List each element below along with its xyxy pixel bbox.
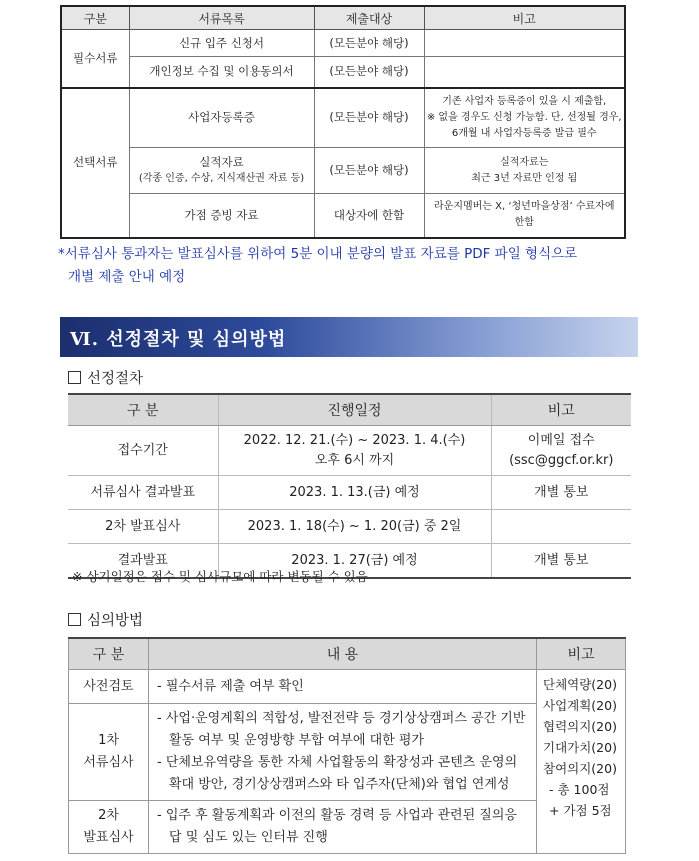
group-required: 필수서류 <box>61 30 129 88</box>
step-schedule: 2023. 1. 18(수) ~ 1. 20(금) 중 2일 <box>218 510 491 544</box>
procedure-heading: 선정절차 <box>68 367 143 388</box>
doc-note <box>424 57 625 88</box>
doc-target: (모든분야 해당) <box>314 88 424 148</box>
step-note <box>491 510 631 544</box>
step-schedule: 2023. 1. 27(금) 예정 <box>218 544 491 579</box>
section-title: Ⅵ. 선정절차 및 심의방법 <box>70 329 287 350</box>
doc-target: (모든분야 해당) <box>314 148 424 194</box>
step-schedule: 2023. 1. 13.(금) 예정 <box>218 476 491 510</box>
review-step-label: 1차 서류심사 <box>69 704 149 801</box>
group-optional: 선택서류 <box>61 88 129 238</box>
col-header-category: 구분 <box>61 6 129 30</box>
doc-name: 가점 증빙 자료 <box>129 194 314 238</box>
doc-target: (모든분야 해당) <box>314 57 424 88</box>
review-heading: 심의방법 <box>68 609 143 630</box>
review-table <box>68 637 626 854</box>
checkbox-square-icon <box>68 371 81 384</box>
doc-target: (모든분야 해당) <box>314 30 424 57</box>
review-step-content: - 사업·운영계획의 적합성, 발전전략 등 경기상상캠퍼스 공간 기반 활동 여부 및 운영방향 부합 여부에 대한 평가 - 단체보유역량을 통한 자체 사업활동의 확장성과 콘텐츠 운영의 확대 방안, 경기상상캠퍼스와 타 입주자(단체)와 협업 연계성 <box>149 704 537 801</box>
col-header-doc-list: 서류목록 <box>129 6 314 30</box>
col-header-note: 비고 <box>491 394 631 426</box>
step-schedule: 2022. 12. 21.(수) ~ 2023. 1. 4.(수) 오후 6시 까지 <box>218 426 491 476</box>
procedure-table <box>68 393 631 579</box>
doc-note: 기존 사업자 등록증이 있을 시 제출함, ※ 없을 경우도 신청 가능함. 단, 선정될 경우, 6개월 내 사업자등록증 발급 필수 <box>424 88 625 148</box>
review-step-label: 2차 발표심사 <box>69 801 149 854</box>
review-step-content: - 입주 후 활동계획과 이전의 활동 경력 등 사업과 관련된 질의응답 및 심도 있는 인터뷰 진행 <box>149 801 537 854</box>
col-header-note: 비고 <box>424 6 625 30</box>
doc-name: 실적자료 (각종 인증, 수상, 지식재산권 자료 등) <box>129 148 314 194</box>
score-notes: 단체역량(20) 사업계획(20) 협력의지(20) 기대가치(20) 참여의지(20) - 총 100점 + 가점 5점 <box>537 670 626 854</box>
step-label: 접수기간 <box>68 426 218 476</box>
documents-table <box>60 5 626 239</box>
doc-target: 대상자에 한함 <box>314 194 424 238</box>
col-header-category: 구 분 <box>69 638 149 670</box>
col-header-target: 제출대상 <box>314 6 424 30</box>
doc-note <box>424 30 625 57</box>
schedule-footnote: ※ 상기일정은 접수 및 심사규모에 따라 변동될 수 있음 <box>72 569 368 584</box>
step-label: 2차 발표심사 <box>68 510 218 544</box>
step-note: 개별 통보 <box>491 544 631 579</box>
section-banner <box>60 317 638 357</box>
doc-note: 라운지멤버는 X, ‘청년마을상점’ 수료자에 한함 <box>424 194 625 238</box>
col-header-content: 내 용 <box>149 638 537 670</box>
doc-name: 개인정보 수집 및 이용동의서 <box>129 57 314 88</box>
step-label: 결과발표 <box>68 544 218 579</box>
col-header-category: 구 분 <box>68 394 218 426</box>
review-step-label: 사전검토 <box>69 670 149 704</box>
step-note: 이메일 접수 (ssc@ggcf.or.kr) <box>491 426 631 476</box>
doc-name: 신규 입주 신청서 <box>129 30 314 57</box>
doc-name: 사업자등록증 <box>129 88 314 148</box>
presentation-notice: *서류심사 통과자는 발표심사를 위하여 5분 이내 분량의 발표 자료를 PDF 파일 형식으로 개별 제출 안내 예정 <box>58 246 578 285</box>
review-step-content: - 필수서류 제출 여부 확인 <box>149 670 537 704</box>
step-label: 서류심사 결과발표 <box>68 476 218 510</box>
checkbox-square-icon <box>68 613 81 626</box>
col-header-schedule: 진행일정 <box>218 394 491 426</box>
step-note: 개별 통보 <box>491 476 631 510</box>
col-header-note: 비고 <box>537 638 626 670</box>
doc-note: 실적자료는 최근 3년 자료만 인정 됨 <box>424 148 625 194</box>
